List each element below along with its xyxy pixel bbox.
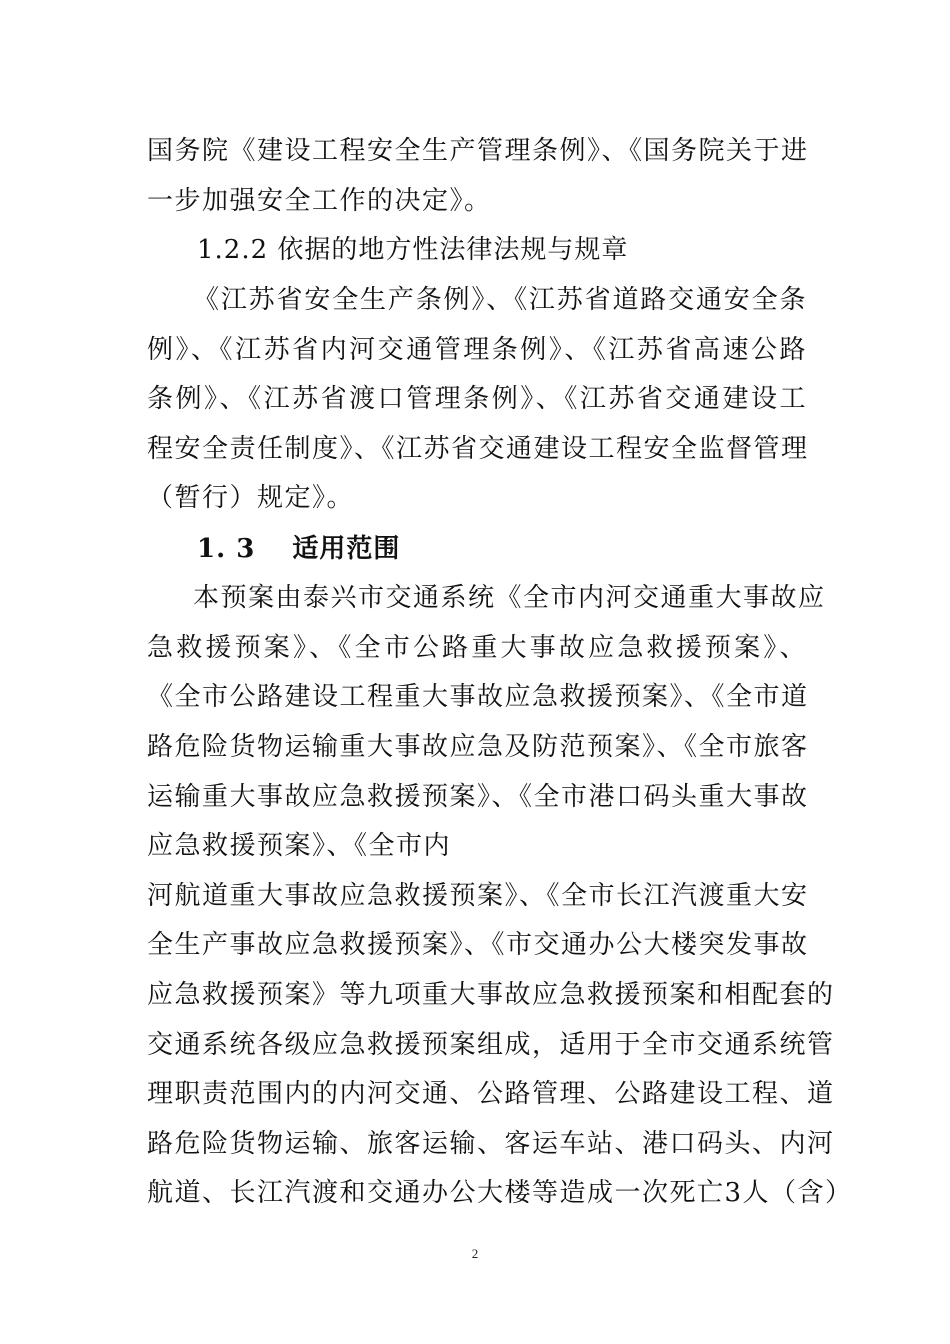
paragraph-line: 条例》、《江苏省渡口管理条例》、《江苏省交通建设工 <box>147 384 807 414</box>
section-heading-1-3: 1. 3 适用范围 <box>197 534 401 564</box>
paragraph-line: 《江苏省安全生产条例》、《江苏省道路交通安全条 <box>193 285 807 315</box>
paragraph-line: 一步加强安全工作的决定》。 <box>147 186 492 216</box>
paragraph-line: 全生产事故应急救援预案》、《市交通办公大楼突发事故 <box>147 930 809 960</box>
section-heading-1-2-2: 1.2.2 依据的地方性法律法规与规章 <box>197 235 629 265</box>
page-number: 2 <box>471 1246 479 1261</box>
paragraph-line: （暂行）规定》。 <box>147 483 355 513</box>
paragraph-line: 河航道重大事故应急救援预案》、《全市长江汽渡重大安 <box>147 881 809 911</box>
paragraph-line: 国务院《建设工程安全生产管理条例》、《国务院关于进 <box>147 136 809 166</box>
paragraph-line: 路危险货物运输、旅客运输、客运车站、港口码头、内河 <box>147 1129 835 1159</box>
paragraph-line: 交通系统各级应急救援预案组成，适用于全市交通系统管 <box>147 1030 835 1060</box>
paragraph-line: 路危险货物运输重大事故应急及防范预案》、《全市旅客 <box>147 732 809 762</box>
paragraph-line: 例》、《江苏省内河交通管理条例》、《江苏省高速公路 <box>147 335 807 365</box>
paragraph-line: 理职责范围内的内河交通、公路管理、公路建设工程、道 <box>147 1079 835 1109</box>
paragraph-line: 应急救援预案》等九项重大事故应急救援预案和相配套的 <box>147 980 835 1010</box>
paragraph-line: 程安全责任制度》、《江苏省交通建设工程安全监督管理 <box>147 434 809 464</box>
paragraph-line: 航道、长江汽渡和交通办公大楼等造成一次死亡3人（含） <box>147 1178 853 1208</box>
paragraph-line: 运输重大事故应急救援预案》、《全市港口码头重大事故 <box>147 782 809 812</box>
paragraph-line: 本预案由泰兴市交通系统《全市内河交通重大事故应 <box>193 583 826 613</box>
paragraph-line: 应急救援预案》、《全市内 <box>147 831 452 861</box>
paragraph-line: 《全市公路建设工程重大事故应急救援预案》、《全市道 <box>147 682 809 712</box>
paragraph-line: 急救援预案》、《全市公路重大事故应急救援预案》、 <box>147 633 807 663</box>
